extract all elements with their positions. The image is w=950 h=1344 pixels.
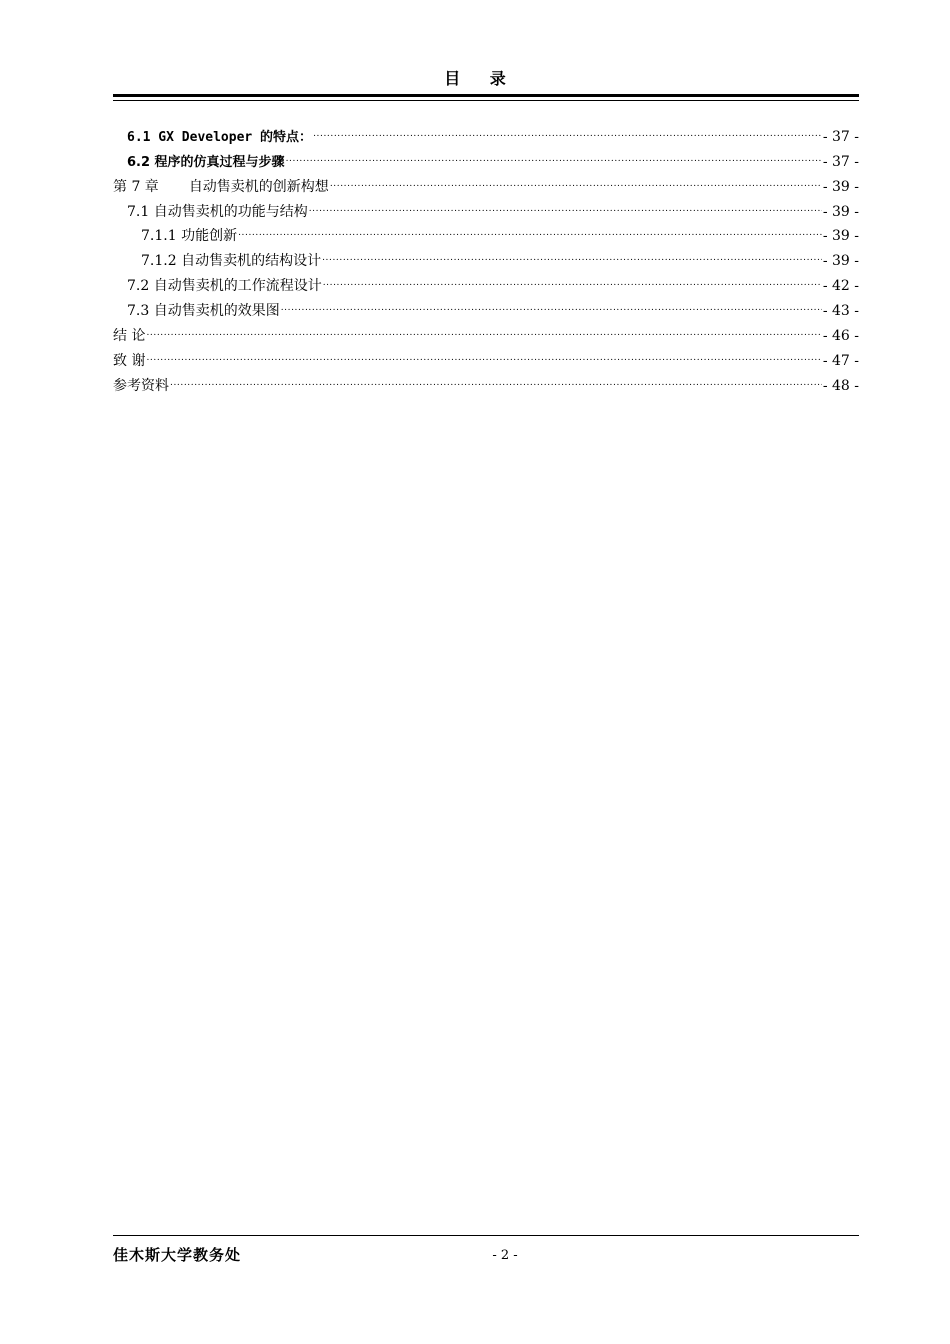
footer-rule xyxy=(113,1235,859,1236)
toc-chapter-title: 自动售卖机的创新构想 xyxy=(188,178,329,195)
toc-leader-dots xyxy=(286,141,822,166)
toc-leader-dots xyxy=(323,265,822,290)
header-rule-thin xyxy=(113,100,859,101)
toc-entry-page: - 39 - xyxy=(822,228,859,245)
toc-entry-label: 参考资料 xyxy=(113,377,169,394)
toc-entry-page: - 46 - xyxy=(822,328,859,345)
footer-page-number: - 2 - xyxy=(492,1248,518,1263)
toc-entry-page: - 37 - xyxy=(822,128,859,145)
toc-entry-page: - 48 - xyxy=(822,377,859,394)
toc-entry-label: 7.1 自动售卖机的功能与结构 xyxy=(127,203,308,220)
toc-entry-page: - 42 - xyxy=(822,278,859,295)
toc-leader-dots xyxy=(322,240,822,265)
page-header-title: 目 录 xyxy=(444,69,518,88)
toc-entry-label: 7.2 自动售卖机的工作流程设计 xyxy=(127,278,322,295)
toc-leader-dots xyxy=(330,166,822,191)
toc-entry-page: - 37 - xyxy=(822,153,859,170)
toc-entry-label: 结 论 xyxy=(113,328,146,345)
toc-entry-references[interactable] xyxy=(113,365,859,394)
table-of-contents xyxy=(113,116,859,394)
toc-leader-dots xyxy=(281,290,822,315)
toc-leader-dots xyxy=(170,365,822,390)
toc-leader-dots xyxy=(238,216,822,241)
toc-entry-conclusion[interactable] xyxy=(113,315,859,345)
toc-entry-page: - 39 - xyxy=(822,203,859,220)
toc-entry-label: 致 谢 xyxy=(113,352,146,369)
toc-entry-page: - 39 - xyxy=(822,253,859,270)
toc-entry-label: 7.3 自动售卖机的效果图 xyxy=(127,303,280,320)
toc-leader-dots xyxy=(146,315,821,340)
toc-entry-label: 6.1 GX Developer 的特点： xyxy=(127,129,313,145)
toc-entry-label: 7.1.1 功能创新 xyxy=(141,228,238,245)
toc-entry-6-1[interactable] xyxy=(113,116,859,145)
toc-leader-dots xyxy=(146,340,821,365)
toc-entry-page: - 47 - xyxy=(822,352,859,369)
toc-entry-page: - 43 - xyxy=(822,303,859,320)
toc-entry-acknowledgements[interactable] xyxy=(113,340,859,369)
toc-entry-page: - 39 - xyxy=(822,178,859,195)
toc-entry-label xyxy=(113,175,329,200)
footer-institution: 佳木斯大学教务处 xyxy=(113,1246,242,1264)
header-rule-thick xyxy=(113,94,859,97)
toc-leader-dots xyxy=(309,191,822,216)
toc-chapter-number: 第 7 章 xyxy=(113,178,159,195)
toc-entry-label: 6.2 程序的仿真过程与步骤 xyxy=(127,154,285,170)
toc-entry-label: 7.1.2 自动售卖机的结构设计 xyxy=(141,253,322,270)
toc-leader-dots xyxy=(313,116,822,141)
